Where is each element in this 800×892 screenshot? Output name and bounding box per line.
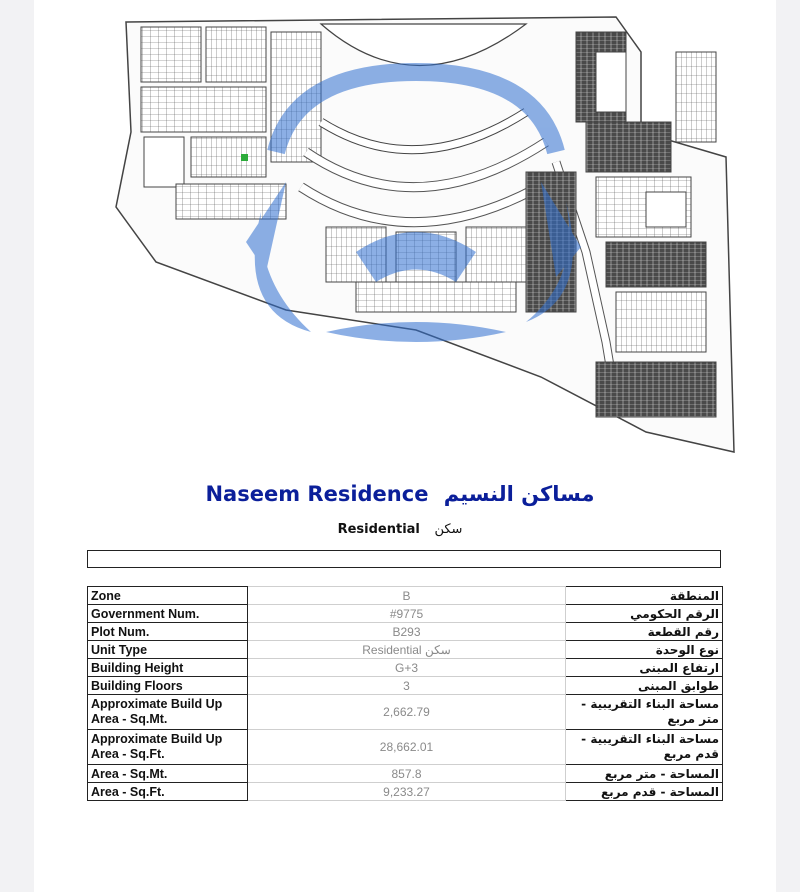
table-row <box>88 677 723 695</box>
row-value: 28,662.01 <box>248 730 566 765</box>
row-label: Plot Num. <box>88 623 248 641</box>
blank-header-row <box>87 550 721 568</box>
row-label: Approximate Build Up Area - Sq.Ft. <box>88 730 248 765</box>
row-label: Approximate Build Up Area - Sq.Mt. <box>88 695 248 730</box>
row-value: B <box>248 587 566 605</box>
row-label-arabic: نوع الوحدة <box>566 641 723 659</box>
table-row <box>88 623 723 641</box>
row-label: Building Floors <box>88 677 248 695</box>
row-label-arabic: مساحة البناء التقريبية - متر مربع <box>566 695 723 730</box>
table-row <box>88 659 723 677</box>
row-value: 9,233.27 <box>248 783 566 801</box>
table-row <box>88 641 723 659</box>
table-row <box>88 587 723 605</box>
row-value: G+3 <box>248 659 566 677</box>
table-row <box>88 730 723 765</box>
row-label-arabic: المساحة - قدم مربع <box>566 783 723 801</box>
row-label-arabic: مساحة البناء التقريبية - قدم مربع <box>566 730 723 765</box>
row-label: Building Height <box>88 659 248 677</box>
table-row <box>88 605 723 623</box>
row-value: Residential سكن <box>248 641 566 659</box>
row-label: Area - Sq.Ft. <box>88 783 248 801</box>
row-label-arabic: طوابق المبنى <box>566 677 723 695</box>
table-row <box>88 783 723 801</box>
row-value: B293 <box>248 623 566 641</box>
row-label: Unit Type <box>88 641 248 659</box>
row-label: Area - Sq.Mt. <box>88 765 248 783</box>
row-label: Government Num. <box>88 605 248 623</box>
title-arabic: مساكن النسيم <box>443 482 595 506</box>
page-title <box>0 478 800 510</box>
row-value: #9775 <box>248 605 566 623</box>
table-row <box>88 695 723 730</box>
row-label-arabic: رقم القطعة <box>566 623 723 641</box>
row-label-arabic: المساحة - متر مربع <box>566 765 723 783</box>
row-label-arabic: الرقم الحكومي <box>566 605 723 623</box>
subtitle-english: Residential <box>337 522 420 537</box>
row-label: Zone <box>88 587 248 605</box>
row-label-arabic: ارتفاع المبنى <box>566 659 723 677</box>
row-value: 2,662.79 <box>248 695 566 730</box>
property-spec-table <box>87 586 723 801</box>
subtitle <box>0 522 800 542</box>
title-english: Naseem Residence <box>205 482 429 506</box>
row-value: 3 <box>248 677 566 695</box>
table-row <box>88 765 723 783</box>
row-value: 857.8 <box>248 765 566 783</box>
subtitle-arabic: سكن <box>434 522 463 537</box>
row-label-arabic: المنطقة <box>566 587 723 605</box>
master-plan-map <box>86 12 736 457</box>
